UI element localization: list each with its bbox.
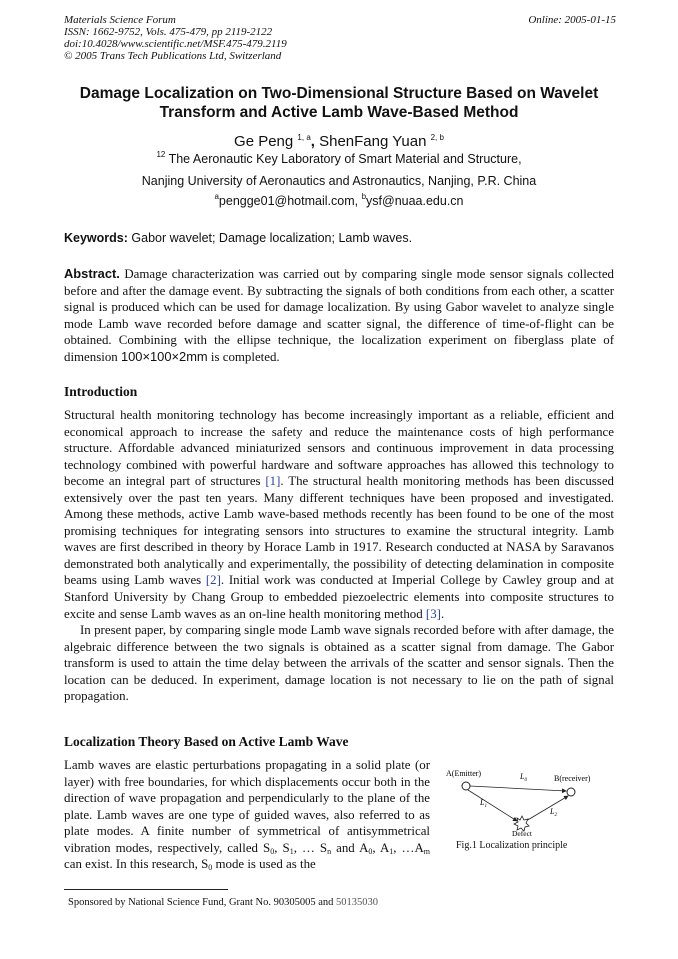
- emitter-node: [462, 782, 470, 790]
- author-2: ShenFang Yuan: [319, 133, 427, 150]
- abstract-end: is completed.: [210, 349, 280, 364]
- receiver-node: [567, 788, 575, 796]
- email-b-marker: b: [361, 192, 367, 201]
- copyright-line: © 2005 Trans Tech Publications Ltd, Switzerland: [64, 50, 282, 62]
- emitter-label: A(Emitter): [446, 769, 482, 778]
- email-b: ysf@nuaa.edu.cn: [366, 194, 464, 208]
- abstract-text: Damage characterization was carried out by comparing single mode sensor signals collected before and after the damage event. By subtracting the signals of both conditions from each other, a scatter signal is produced which can be used for damage localization. By using Gabor wavelet to analyze single mode Lamb wave recorded before damage and scatter signal, the difference of time-of-flight can be obtained. Combining with the ellipse technique, the localization experiment on fiberglass plate of dimension: [64, 267, 614, 364]
- affiliation-line-1: [40, 152, 638, 166]
- theory-a0-prefix: and A: [331, 840, 369, 855]
- author-list: [40, 133, 638, 150]
- email-a-marker: a: [214, 192, 219, 201]
- sub-sn: n: [327, 846, 332, 856]
- journal-header: [64, 14, 616, 62]
- author-1-affil: 1, a: [297, 133, 311, 142]
- keywords-label: Keywords:: [64, 231, 128, 245]
- sub-s1: 1: [289, 846, 294, 856]
- introduction-heading: Introduction: [64, 384, 138, 399]
- citation-1[interactable]: [1]: [265, 474, 281, 489]
- author-2-affil: 2, b: [430, 133, 444, 142]
- affiliation-marker: 12: [156, 150, 166, 159]
- defect-label: Defect: [512, 829, 532, 838]
- email-line: [40, 194, 638, 208]
- title-line-1: Damage Localization on Two-Dimensional Structure Based on Wavelet: [79, 85, 599, 102]
- l0-label: $L_0$: [520, 772, 527, 783]
- intro-paragraph-1: [64, 407, 614, 622]
- theory-sn-prefix: , … S: [293, 840, 328, 855]
- citation-3[interactable]: [3]: [425, 606, 441, 621]
- footnote-text: Sponsored by National Science Fund, Grant No. 90305005 and: [68, 897, 334, 908]
- path-l2-line: [526, 796, 568, 821]
- doi-line: doi:10.4028/www.scientific.net/MSF.475-479.2119: [64, 38, 287, 50]
- sub-a1: 1: [389, 846, 394, 856]
- footnote: [68, 897, 378, 908]
- title-line-2: Transform and Active Lamb Wave-Based Method: [159, 104, 519, 121]
- intro-p1-d: .: [440, 606, 445, 621]
- affiliation-text-1: The Aeronautic Key Laboratory of Smart Material and Structure,: [168, 152, 522, 166]
- online-date: Online: 2005-01-15: [528, 14, 616, 26]
- sub-s0-second: 0: [208, 863, 213, 873]
- abstract: [64, 266, 614, 365]
- theory-heading: Localization Theory Based on Active Lamb Wave: [64, 734, 349, 749]
- theory-text-b: can exist. In this research, S: [64, 857, 209, 872]
- sub-s0: 0: [270, 846, 275, 856]
- path-l0-line: [470, 786, 566, 791]
- email-a: pengge01@hotmail.com,: [218, 194, 359, 208]
- abstract-dimension: 100×100×2mm: [120, 348, 208, 364]
- theory-text-a: Lamb waves are elastic perturbations propagating in a solid plate (or layer) with free boundaries, for which displacements occur both in the direction of wave propagation and perpendicularly to the plane of the plate. Lamb waves are one type of guided waves, also referred to as plate modes. A finite number of symmetrical of antisymmetrical vibration modes, respectively, called S: [64, 758, 430, 855]
- sub-am: m: [423, 846, 430, 856]
- author-separator: ,: [310, 133, 315, 150]
- intro-paragraph-2: In present paper, by comparing single mode Lamb wave signals recorded before with after damage, the algebraic difference between the two signals is obtained as a scatter signal from damage. The Gabor transform is used to attain the time delay between the arrivals of the scatter and sensor signals. Then the location can be deduced. In experiment, damage location is not necessary to lie on the path of signal propagation.: [64, 623, 614, 704]
- l1-label: $L_1$: [480, 798, 487, 809]
- affiliation-line-2: Nanjing University of Aeronautics and Astronautics, Nanjing, P.R. China: [141, 174, 537, 188]
- l2-label: $L_2$: [550, 807, 557, 818]
- theory-text-c: mode is used as the: [212, 857, 316, 872]
- abstract-label: Abstract.: [64, 266, 120, 281]
- intro-p1-c: . Initial work was conducted at Imperial College by Cawley group and at Stanford University by Chang Group to embedded piezoelectric elements into composite structures to excite and sense Lamb waves as an on-line health monitoring method: [64, 573, 614, 621]
- receiver-label: B(receiver): [554, 774, 591, 783]
- issn-line: ISSN: 1662-9752, Vols. 475-479, pp 2119-2122: [64, 26, 273, 38]
- theory-a1-prefix: , A: [372, 840, 390, 855]
- introduction-body: [64, 407, 614, 705]
- author-1: Ge Peng: [234, 133, 294, 150]
- keywords-text: Gabor wavelet; Damage localization; Lamb waves.: [131, 231, 413, 245]
- footnote-grant-number: 50135030: [336, 897, 379, 908]
- citation-2[interactable]: [2]: [205, 573, 221, 588]
- theory-s1-prefix: , S: [274, 840, 290, 855]
- theory-am-prefix: , …A: [393, 840, 424, 855]
- footnote-divider: [64, 889, 228, 890]
- path-l1-line: [468, 790, 517, 821]
- keywords: [64, 231, 412, 245]
- journal-name: Materials Science Forum: [64, 14, 176, 26]
- intro-p1-b: . The structural health monitoring methods has been discussed extensively over the past ten years. Many different techniques have been proposed and investigated. Among these methods, active Lamb wave-based methods recently has been found to be one of the most promising techniques for integrating sensors into structures to examine the structural integrity. Lamb waves are first described in theory by Horace Lamb in 1917. Research conducted at NASA by Saravanos demonstrated both analytically and experimentally, the possibility of detecting delamination in composite beams using Lamb waves: [64, 474, 614, 588]
- theory-paragraph: [64, 757, 430, 873]
- intro-p1-a: Structural health monitoring technology has become increasingly important as a reliable, efficient and economical approach to increase the safety and reduce the maintenance costs of high performance structure. Affordable advanced miniaturized sensors and continuous improvement in data processing technology combined with powerful hardware and software approaches has allowed this technology to become an integral part of structures: [64, 408, 614, 489]
- figure-caption: Fig.1 Localization principle: [456, 840, 568, 851]
- sub-a0: 0: [368, 846, 373, 856]
- paper-title: [40, 84, 638, 122]
